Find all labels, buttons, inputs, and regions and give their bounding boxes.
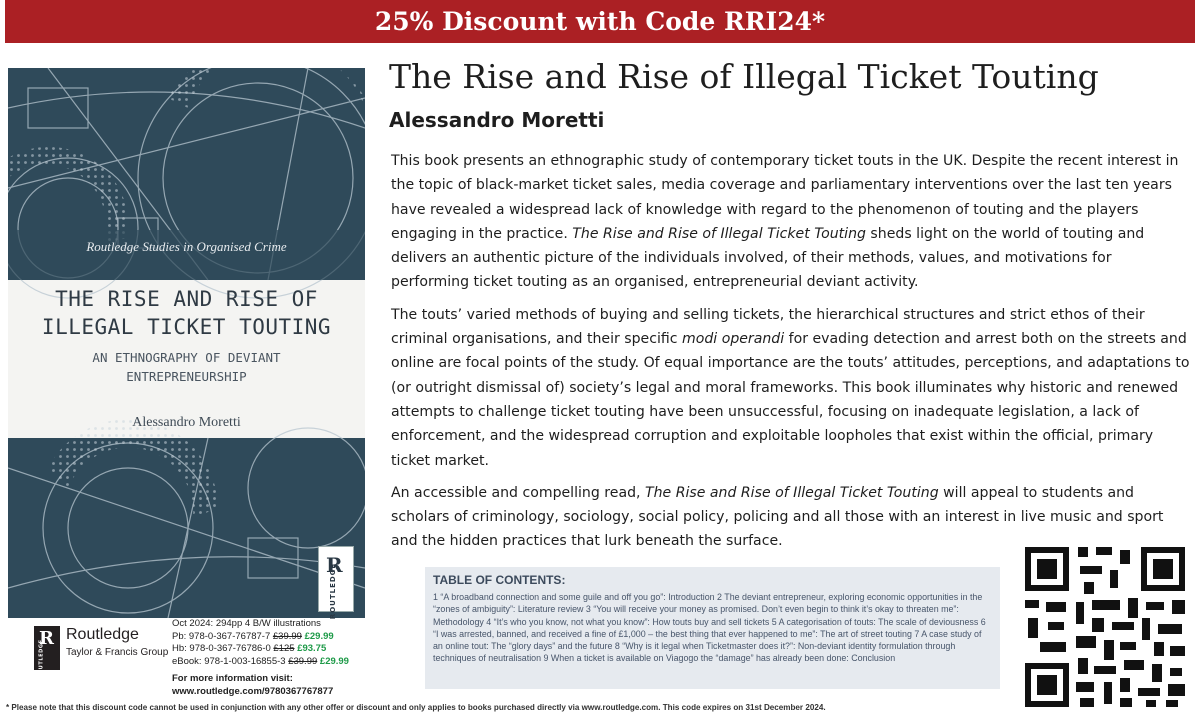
cover-publisher-logo	[318, 546, 354, 620]
ebook-isbn: eBook: 978-1-003-16855-3	[172, 655, 286, 667]
cover-title-line1: THE RISE AND RISE OF	[55, 287, 318, 311]
routledge-logo-text: ROUTLEDGE	[38, 639, 45, 679]
ebook-price-row	[172, 656, 349, 669]
desc-p1-italic: The Rise and Rise of Illegal Ticket Touting	[572, 225, 866, 242]
cover-title-line2: ILLEGAL TICKET TOUTING	[41, 315, 332, 339]
cover-artwork	[8, 68, 365, 618]
hb-old-price: £125	[273, 643, 295, 654]
publisher-name: Routledge	[66, 626, 139, 643]
qr-code-icon[interactable]	[1020, 542, 1190, 712]
book-url-link[interactable]: www.routledge.com/9780367767877	[172, 685, 334, 697]
publication-info	[172, 618, 349, 698]
book-cover	[8, 68, 365, 618]
qr-code-graphic	[1020, 542, 1190, 712]
pub-date-pages: Oct 2024: 294pp 4 B/W illustrations	[172, 618, 321, 629]
toc-heading: TABLE OF CONTENTS:	[433, 573, 566, 587]
desc-p3-text-b: will appeal to students and scholars of criminology, sociology, social policy, policing and all those with an interest in live music and sport and the hidden practices that lurk beneath the surface.	[391, 484, 1164, 550]
pb-old-price: £39.99	[272, 630, 302, 642]
hb-new-price: £93.75	[297, 643, 327, 654]
publisher-tagline: Taylor & Francis Group	[66, 647, 169, 658]
desc-p2-italic: modi operandi	[682, 331, 785, 348]
book-author: Alessandro Moretti	[389, 108, 605, 132]
footer-disclaimer: * Please note that this discount code cannot be used in conjunction with any other offer or discount and only applies to books purchased directly via www.routledge.com. This code expires on 31st December 2024.	[6, 703, 826, 712]
pb-isbn: Pb: 978-0-367-76787-7	[172, 630, 271, 642]
table-of-contents	[425, 567, 1000, 689]
desc-p2-text-b: for evading detection and arrest both on the streets and online are focal points of the study. Of equal importance are the touts’ attitudes, perceptions, and adaptations to (or outright dismissal of) society’s legal and moral frameworks. This book illuminates why historic and renewed attempts to challenge ticket touting have been unsuccessful, focusing on inadequate legislation, a lack of enforcement, and the widespread corruption and exploitable loopholes that exist within the official, primary ticket market.	[391, 331, 1190, 469]
routledge-logo-glyph: R	[39, 628, 54, 649]
hb-price-row	[172, 643, 349, 656]
ebook-old-price: £39.99	[288, 655, 318, 667]
book-description	[391, 149, 1191, 562]
desc-p1-text-b: sheds light on the world of touting and delivers an authentic picture of the individuals involved, of their methods, values, and motivations for performing ticket touting as an organised, entrepreneurial deviant activity.	[391, 225, 1145, 291]
desc-p3-italic: The Rise and Rise of Illegal Ticket Touting	[645, 484, 939, 501]
routledge-logo-icon	[34, 626, 60, 679]
book-title: The Rise and Rise of Illegal Ticket Touting	[389, 57, 1099, 96]
discount-banner: 25% Discount with Code RRI24*	[5, 0, 1195, 43]
hb-isbn: Hb: 978-0-367-76786-0	[172, 643, 271, 654]
pb-new-price: £29.99	[304, 630, 334, 642]
desc-p1-text-a: This book presents an ethnographic study of contemporary ticket touts in the UK. Despite the recent interest in the topic of black-market ticket sales, media coverage and parliamentary interventions over the last ten years have revealed a widespread lack of knowledge with regard to the phenomenon of touting and the players engaging in the practice.	[391, 153, 1179, 242]
description-paragraph-2	[391, 303, 1191, 473]
cover-subtitle-line1: AN ETHNOGRAPHY OF DEVIANT	[92, 350, 281, 365]
more-info-label: For more information visit:	[172, 673, 293, 684]
cover-logo-glyph: R	[326, 553, 343, 577]
cover-logo-text: ROUTLEDGE	[329, 562, 338, 620]
desc-p3-text-a: An accessible and compelling read,	[391, 484, 645, 501]
cover-subtitle	[8, 348, 365, 386]
pb-price-row	[172, 631, 349, 644]
cover-author: Alessandro Moretti	[132, 415, 241, 430]
ebook-new-price: £29.99	[319, 655, 349, 667]
toc-body: 1 “A broadband connection and some guile and off you go”: Introduction 2 The deviant entrepreneur, exploring economic opportunities in the “zones of ambiguity”: Literature review 3 “You will receive your money as promised. Don’t even begin to think it’s okay to threaten me”: Methodology 4 “It’s who you know, not what you know”: How touts buy and sell tickets 5 A categorisation of touts: The scale of deviousness 6 “I was arrested, banned, and received a fine of £1,000 – the best thing that ever happened to me”: The art of street touting 7 A case study of an online tout: The “glory days” and the future 8 “Why is it legal when Ticketmaster does it?”: Non-deviant identity formulation through techniques of neutralisation 9 When a ticket is available on Viagogo the “damage” has already been done: Conclusion	[433, 592, 986, 664]
cover-series: Routledge Studies in Organised Crime	[86, 239, 287, 254]
description-paragraph-1	[391, 149, 1191, 295]
cover-subtitle-line2: ENTREPRENEURSHIP	[126, 369, 247, 384]
cover-title	[8, 285, 365, 341]
desc-p2-text-a: The touts’ varied methods of buying and selling tickets, the hierarchical structures and strict ethos of their criminal organisations, and their specific	[391, 306, 1145, 348]
